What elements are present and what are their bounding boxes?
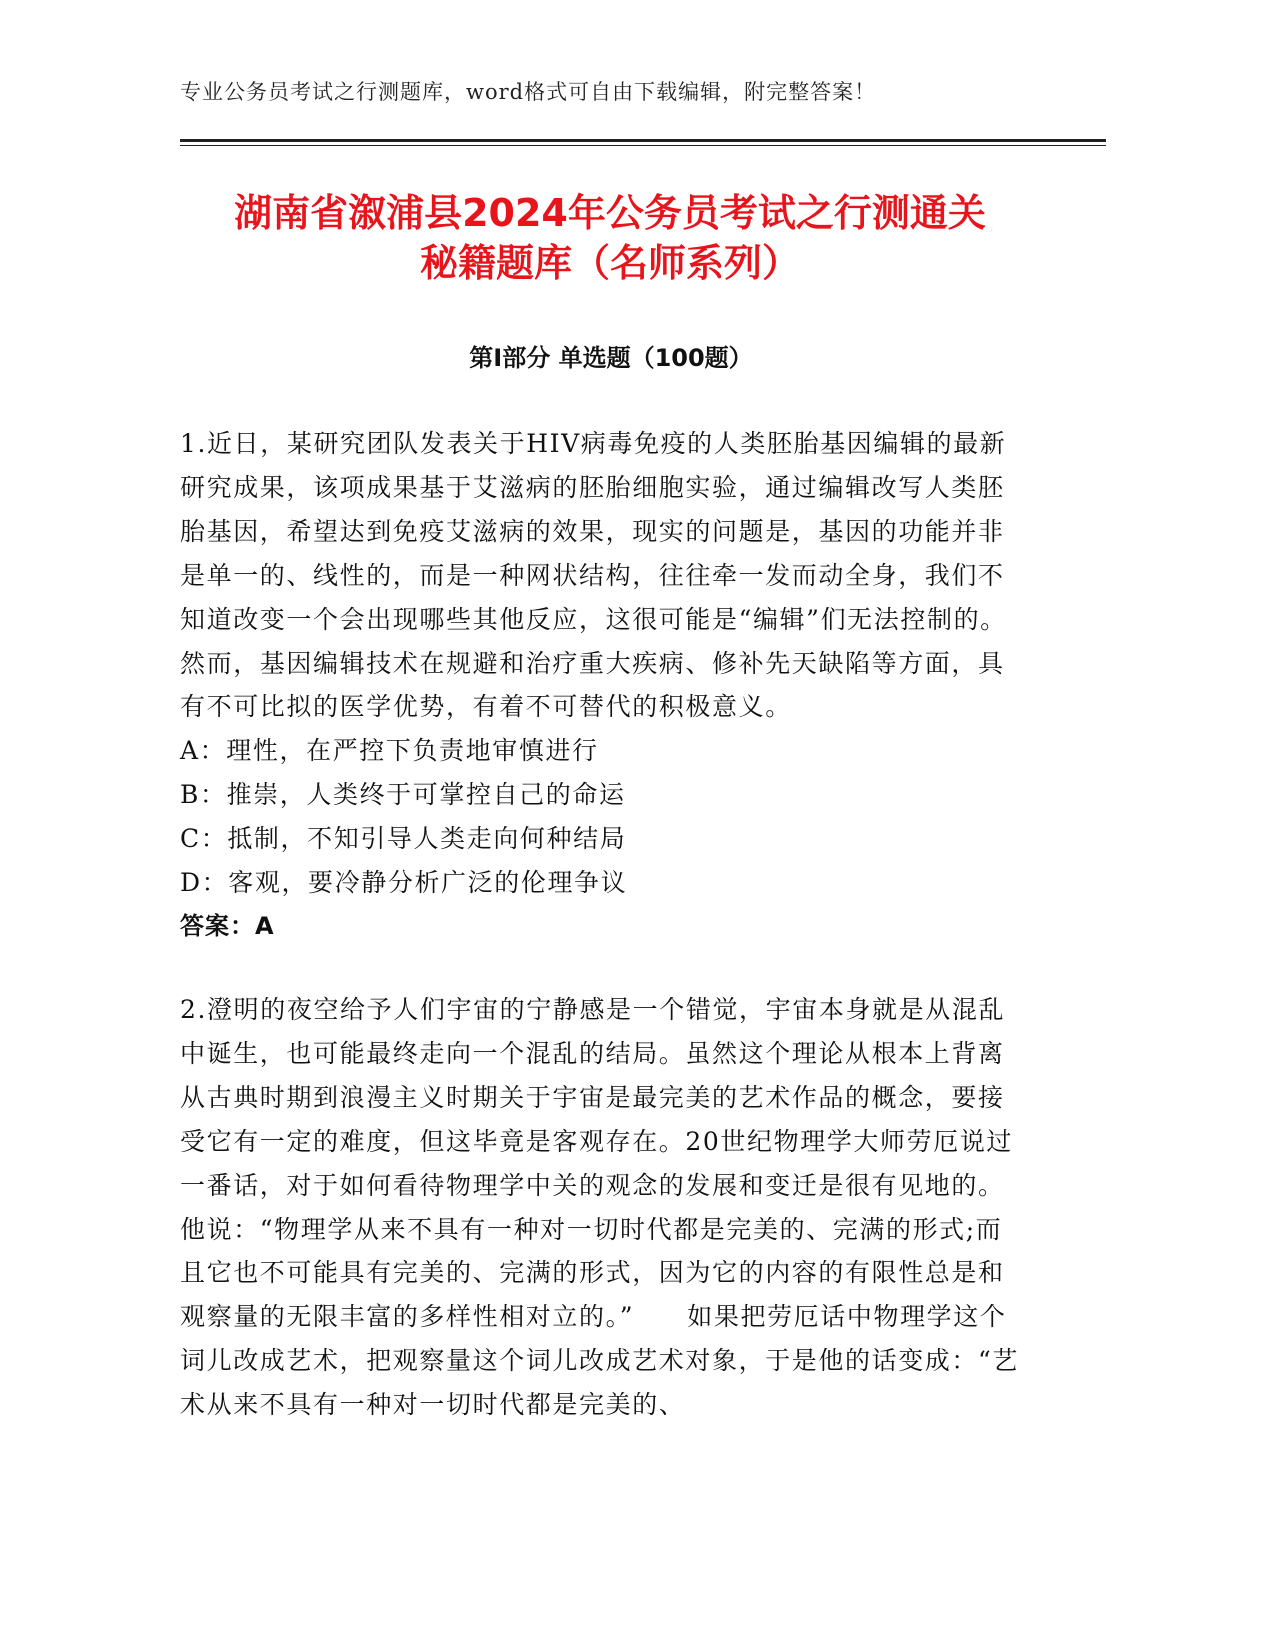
document-title-line-1: 湖南省溆浦县2024年公务员考试之行测通关: [234, 191, 986, 235]
question-1-answer: 答案：A: [180, 911, 275, 940]
header-note: 专业公务员考试之行测题库，word格式可自由下载编辑，附完整答案！: [180, 80, 877, 104]
question-1-option-a: A：理性，在严控下负责地审慎进行: [180, 736, 599, 766]
question-1-option-c: C：抵制，不知引导人类走向何种结局: [180, 824, 627, 854]
question-2: [180, 988, 1025, 1427]
question-2-stem: 2.澄明的夜空给予人们宇宙的宁静感是一个错觉，宇宙本身就是从混乱中诞生，也可能最终走向一个混乱的结局。虽然这个理论从根本上背离从古典时期到浪漫主义时期关于宇宙是最完美的艺术作品的概念，要接受它有一定的难度，但这毕竟是客观存在。20世纪物理学大师劳厄说过一番话，对于如何看待物理学中关的观念的发展和变迁是很有见地的。他说：“物理学从来不具有一种对一切时代都是完美的、完满的形式;而且它也不可能具有完美的、完满的形式，因为它的内容的有限性总是和观察量的无限丰富的多样性相对立的。” 如果把劳厄话中物理学这个词儿改成艺术，把观察量这个词儿改成艺术对象，于是他的话变成：“艺术从来不具有一种对一切时代都是完美的、: [180, 995, 1019, 1420]
question-1: [180, 422, 1025, 949]
question-1-option-b: B：推崇，人类终于可掌控自己的命运: [180, 780, 626, 810]
document-title-line-2: 秘籍题库（名师系列）: [419, 241, 800, 285]
section-title: 第Ⅰ部分 单选题（100题）: [469, 344, 753, 372]
document-title: [180, 188, 1040, 288]
header-rule-thick: [180, 139, 1106, 142]
header-rule-thin: [180, 145, 1106, 146]
question-1-stem: 1.近日，某研究团队发表关于HIV病毒免疫的人类胚胎基因编辑的最新研究成果，该项成果基于艾滋病的胚胎细胞实验，通过编辑改写人类胚胎基因，希望达到免疫艾滋病的效果，现实的问题是，基因的功能并非是单一的、线性的，而是一种网状结构，往往牵一发而动全身，我们不知道改变一个会出现哪些其他反应，这很可能是“编辑”们无法控制的。然而，基因编辑技术在规避和治疗重大疾病、修补先天缺陷等方面，具有不可比拟的医学优势，有着不可替代的积极意义。: [180, 429, 1007, 722]
question-1-option-d: D：客观，要冷静分析广泛的伦理争议: [180, 868, 628, 898]
